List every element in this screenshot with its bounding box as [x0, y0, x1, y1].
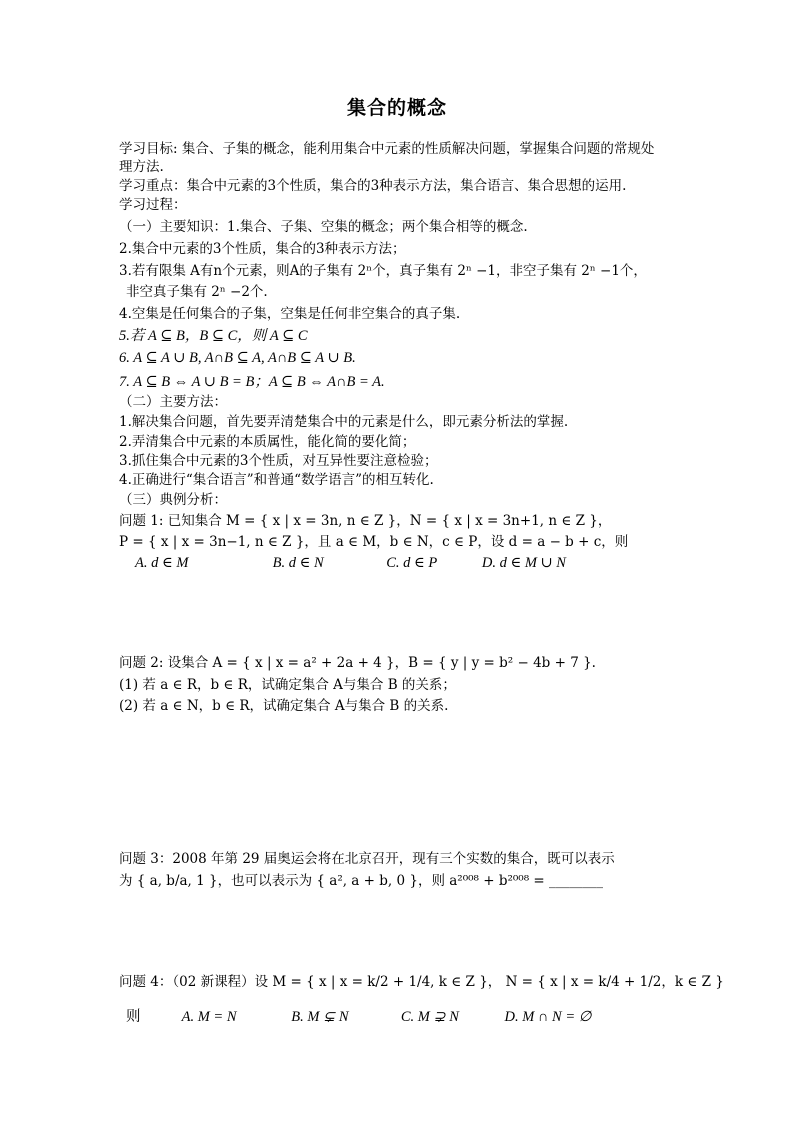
- problem-1-line1: 问题 1: 已知集合 M = { x | x = 3n, n ∈ Z }，N = { x | x = 3n+1, n ∈ Z }，: [119, 513, 612, 529]
- knowledge-item-3-line2: 非空真子集有 2ⁿ −2个.: [126, 284, 268, 300]
- problem-4-prefix: 则: [126, 1009, 141, 1025]
- knowledge-heading: （一）主要知识：1.集合、子集、空集的概念；两个集合相等的概念.: [119, 219, 528, 235]
- option-a: A. d ∈ M: [135, 555, 189, 571]
- learning-focus: 学习重点：集合中元素的3个性质，集合的3种表示方法，集合语言、集合思想的运用.: [119, 178, 627, 194]
- knowledge-item-6: 6. A ⊆ A ∪ B, A∩B ⊆ A, A∩B ⊆ A ∪ B.: [119, 350, 356, 366]
- problem-1-options: [135, 554, 566, 572]
- option-c: C. d ∈ P: [386, 555, 438, 571]
- learning-goal-line2: 理方法.: [119, 159, 164, 175]
- option-d: D. d ∈ M ∪ N: [481, 555, 566, 571]
- option-d: D. M ∩ N = ∅: [504, 1009, 592, 1025]
- option-b: B. d ∈ N: [272, 555, 324, 571]
- methods-item-1: 1.解决集合问题，首先要弄清楚集合中的元素是什么，即元素分析法的掌握.: [119, 414, 569, 430]
- knowledge-item-4: 4.空集是任何集合的子集，空集是任何非空集合的真子集.: [119, 306, 461, 322]
- problem-4-options: [126, 1008, 591, 1026]
- methods-item-3: 3.抓住集合中元素的3个性质，对互异性要注意检验；: [119, 453, 438, 469]
- examples-heading: （三）典例分析：: [119, 492, 227, 508]
- page-title: 集合的概念: [346, 97, 447, 119]
- learning-process: 学习过程：: [119, 197, 187, 213]
- knowledge-item-2: 2.集合中元素的3个性质，集合的3种表示方法；: [119, 241, 406, 257]
- problem-1-line2: P = { x | x = 3n−1, n ∈ Z }，且 a ∈ M，b ∈ N，c ∈ P，设 d = a − b + c，则: [119, 534, 629, 550]
- problem-2-line3: (2) 若 a ∈ N，b ∈ R，试确定集合 A与集合 B 的关系.: [119, 698, 449, 714]
- knowledge-item-3-line1: 3.若有限集 A有n个元素，则A的子集有 2ⁿ个，真子集有 2ⁿ −1，非空子集有 2ⁿ −1个，: [119, 263, 647, 279]
- methods-item-2: 2.弄清集合中元素的本质属性，能化简的要化简；: [119, 434, 416, 450]
- problem-3-line1: 问题 3：2008 年第 29 届奥运会将在北京召开，现有三个实数的集合，既可以表示: [119, 851, 615, 867]
- problem-2-line1: 问题 2: 设集合 A = { x | x = a² + 2a + 4 }，B = { y | y = b² − 4b + 7 }.: [119, 655, 596, 671]
- learning-goal-line1: 学习目标: 集合、子集的概念，能利用集合中元素的性质解决问题，掌握集合问题的常规处: [119, 141, 655, 157]
- methods-item-4: 4.正确进行“集合语言”和普通“数学语言”的相互转化.: [119, 472, 434, 488]
- option-b: B. M ⊊ N: [291, 1009, 349, 1025]
- problem-4-line1: 问题 4：（02 新课程）设 M = { x | x = k/2 + 1/4, k ∈ Z }， N = { x | x = k/4 + 1/2，k ∈ Z }: [119, 974, 724, 990]
- knowledge-item-5: 5.若 A ⊆ B，B ⊆ C，则 A ⊆ C: [119, 328, 308, 344]
- problem-2-line2: (1) 若 a ∈ R，b ∈ R，试确定集合 A与集合 B 的关系；: [119, 677, 456, 693]
- knowledge-item-7: 7. A ⊆ B ⇔ A ∪ B = B；A ⊆ B ⇔ A∩B = A.: [119, 374, 385, 390]
- option-c: C. M ⊋ N: [400, 1009, 459, 1025]
- option-a: A. M = N: [181, 1009, 237, 1025]
- methods-heading: （二）主要方法：: [119, 394, 227, 410]
- problem-3-line2: 为 { a, b/a, 1 }，也可以表示为 { a², a + b, 0 }，则 a²⁰⁰⁸ + b²⁰⁰⁸ = ________: [119, 873, 604, 889]
